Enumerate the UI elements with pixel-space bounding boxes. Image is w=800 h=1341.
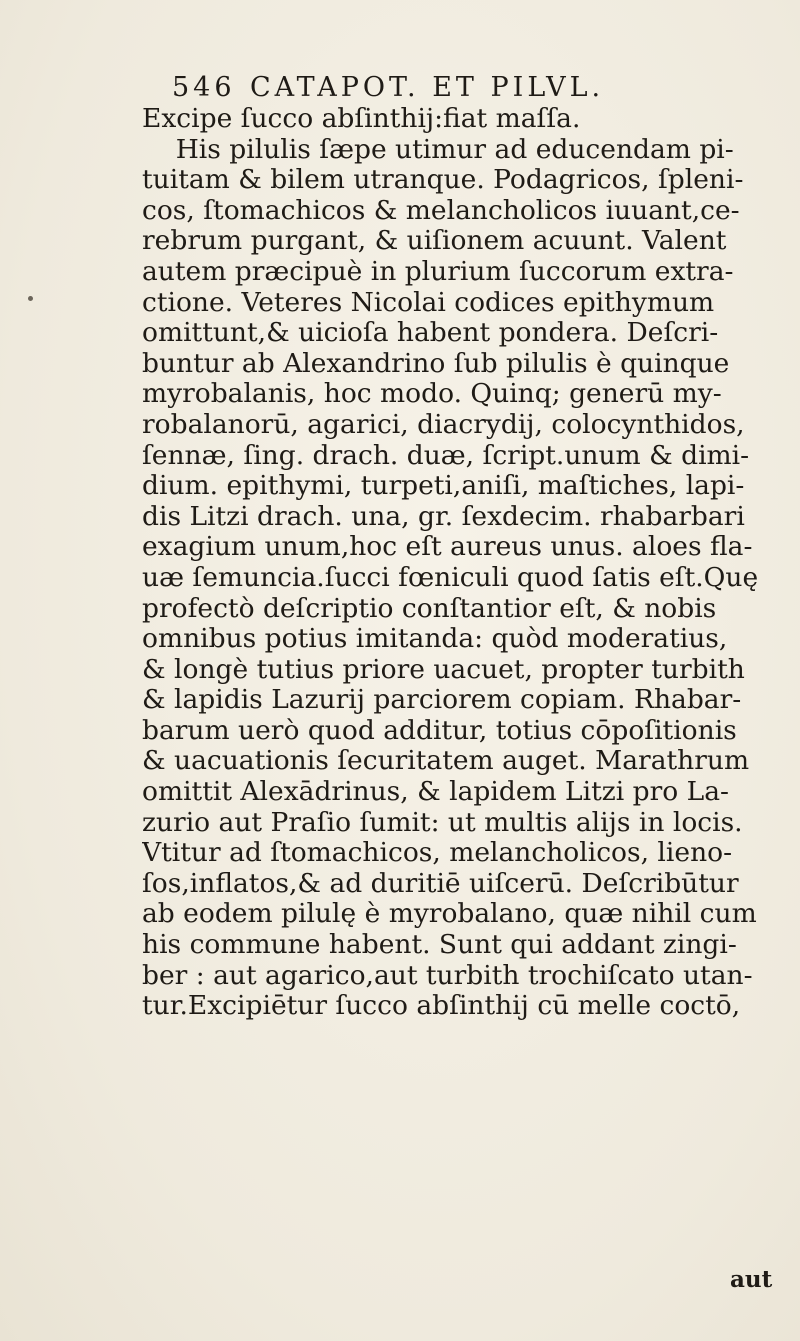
text-line: omittunt,& uicioſa habent pondera. Deſcri- [142,318,719,349]
running-head: CATAPOT. ET PILVL. [250,72,605,103]
text-line: His pilulis ſæpe utimur ad educendam pi- [142,134,734,165]
text-line: tur.Excipiētur ſucco abſinthij cū melle coctō, [142,991,741,1022]
text-line: dium. epithymi, turpeti,aniſi, maſtiches, lapi- [142,471,745,502]
text-line: barum uerò quod additur, totius cōpoſitionis [142,715,737,746]
text-line: omnibus potius imitanda: quòd moderatius, [142,624,728,655]
text-line: rebrum purgant, & uiſionem acuunt. Valent [142,226,727,257]
text-line: zurio aut Praſio ſumit: ut multis alijs in locis. [142,807,743,838]
text-line: myrobalanis, hoc modo. Quinq; generū my- [142,379,722,410]
text-line: profectò deſcriptio conſtantior eſt, & nobis [142,593,717,624]
page-number: 546 [172,72,236,103]
text-line: autem præcipuè in plurium ſuccorum extra- [142,256,734,287]
text-line: Vtitur ad ſtomachicos, melancholicos, lieno- [142,838,733,869]
text-line: robalanorū, agarici, diacrydij, colocynthidos, [142,409,745,440]
body-text [142,104,782,1022]
text-line: & longè tutius priore uacuet, propter turbith [142,654,745,685]
text-line: ber : aut agarico,aut turbith trochiſcato utan- [142,960,753,991]
text-line: ſos,inflatos,& ad duritiē uiſcerū. Deſcribūtur [142,868,739,899]
text-line: tuitam & bilem utranque. Podagricos, ſpleni- [142,165,744,196]
text-line: his commune habent. Sunt qui addant zingi- [142,930,737,961]
text-line: dis Litzi drach. una, gr. ſexdecim. rhabarbari [142,501,745,532]
text-line: uæ ſemuncia.ſucci fœniculi quod ſatis eſt.Quę [142,562,759,593]
text-line: Excipe ſucco abſinthij:fiat maſſa. [142,104,581,134]
text-line: buntur ab Alexandrino ſub pilulis è quinque [142,348,730,379]
text-line: exagium unum,hoc eſt aureus unus. aloes fla- [142,532,753,563]
margin-mark [28,296,33,301]
text-line: & lapidis Lazurij parciorem copiam. Rhabar- [142,685,742,716]
catchword: aut [730,1266,773,1293]
text-line: & uacuationis ſecuritatem auget. Marathrum [142,746,750,777]
text-line: omittit Alexādrinus, & lapidem Litzi pro La- [142,777,729,808]
text-line: ſennæ, ſing. drach. duæ, ſcript.unum & dimi- [142,440,750,471]
page-header [172,72,692,106]
text-line: ctione. Veteres Nicolai codices epithymum [142,287,715,318]
text-line: cos, ſtomachicos & melancholicos iuuant,ce- [142,195,740,226]
text-line: ab eodem pilulę è myrobalano, quæ nihil cum [142,899,757,930]
